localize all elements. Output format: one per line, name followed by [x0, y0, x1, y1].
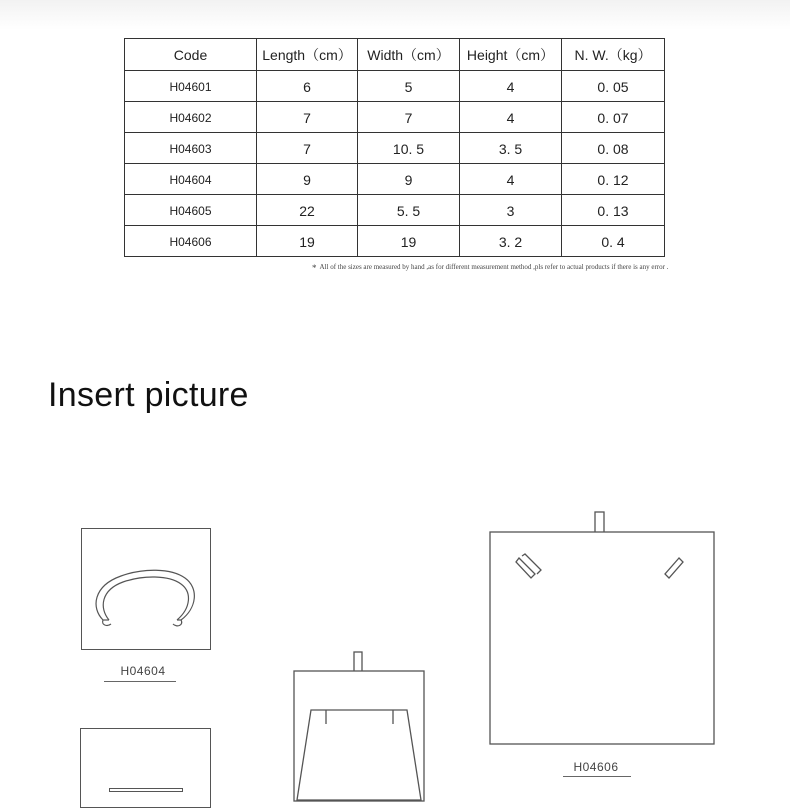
cell-height: 3 — [460, 195, 562, 226]
top-shade — [0, 0, 790, 30]
cell-height: 3. 5 — [460, 133, 562, 164]
cell-code: H04604 — [125, 164, 257, 195]
table-row — [125, 133, 665, 164]
table-row — [125, 102, 665, 133]
cell-width: 7 — [358, 102, 460, 133]
table-row — [125, 195, 665, 226]
picture-label-bangle: H04604 — [120, 664, 166, 678]
cell-length: 19 — [257, 226, 358, 257]
cell-length: 6 — [257, 71, 358, 102]
cell-length: 9 — [257, 164, 358, 195]
cell-code: H04606 — [125, 226, 257, 257]
asterisk: * — [312, 263, 317, 273]
cell-net-weight: 0. 4 — [562, 226, 665, 257]
cell-length: 7 — [257, 133, 358, 164]
cell-net-weight: 0. 12 — [562, 164, 665, 195]
trapezoid-stand-icon — [293, 650, 425, 800]
cell-net-weight: 0. 08 — [562, 133, 665, 164]
header-width: Width（cm） — [358, 39, 460, 71]
header-code: Code — [125, 39, 257, 71]
cell-height: 4 — [460, 164, 562, 195]
cell-length: 22 — [257, 195, 358, 226]
cell-length: 7 — [257, 102, 358, 133]
header-net-weight: N. W.（kg） — [562, 39, 665, 71]
picture-frame-slot-card — [80, 728, 211, 808]
label-underline — [563, 776, 631, 777]
cell-code: H04603 — [125, 133, 257, 164]
slot-icon — [109, 788, 183, 792]
section-title: Insert picture — [48, 376, 249, 414]
cell-height: 4 — [460, 102, 562, 133]
cell-width: 19 — [358, 226, 460, 257]
cell-width: 9 — [358, 164, 460, 195]
cell-net-weight: 0. 05 — [562, 71, 665, 102]
table-header-row — [125, 39, 665, 71]
cell-width: 5 — [358, 71, 460, 102]
table-row — [125, 164, 665, 195]
header-height: Height（cm） — [460, 39, 562, 71]
square-pad-icon — [489, 510, 715, 746]
cell-width: 10. 5 — [358, 133, 460, 164]
cell-height: 4 — [460, 71, 562, 102]
table-row — [125, 71, 665, 102]
picture-label-square: H04606 — [573, 760, 619, 774]
cell-code: H04605 — [125, 195, 257, 226]
cell-height: 3. 2 — [460, 226, 562, 257]
measurement-note — [312, 263, 668, 273]
specs-table — [124, 38, 665, 257]
bangle-outline-icon — [81, 528, 211, 650]
picture-frame-bangle — [81, 528, 211, 650]
note-text: All of the sizes are measured by hand ,as for different measurement method ,pls refer to actual products if there is any error . — [319, 263, 669, 271]
header-length: Length（cm） — [257, 39, 358, 71]
cell-width: 5. 5 — [358, 195, 460, 226]
label-underline — [104, 681, 176, 682]
cell-code: H04602 — [125, 102, 257, 133]
cell-code: H04601 — [125, 71, 257, 102]
cell-net-weight: 0. 07 — [562, 102, 665, 133]
table-row — [125, 226, 665, 257]
cell-net-weight: 0. 13 — [562, 195, 665, 226]
